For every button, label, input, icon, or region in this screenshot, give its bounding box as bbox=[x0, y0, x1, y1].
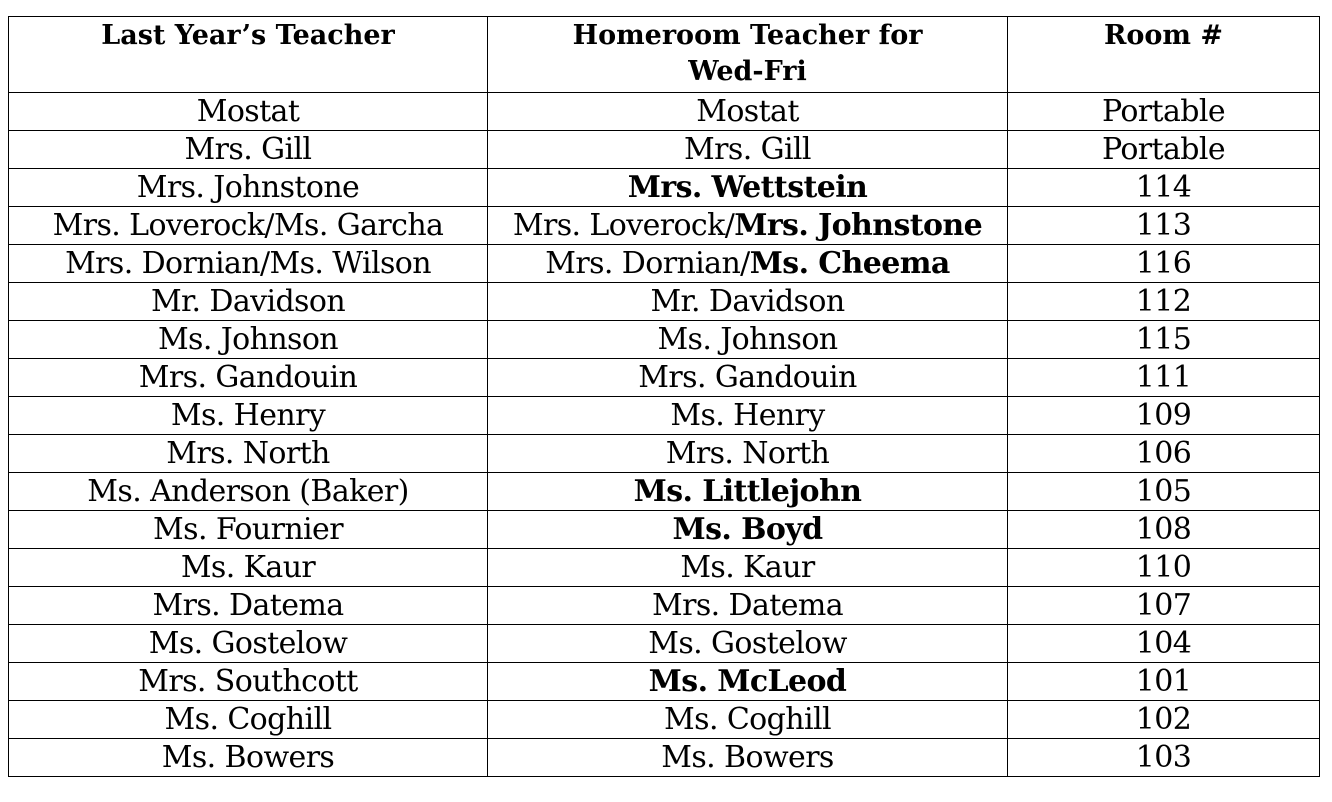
homeroom-teacher-cell bbox=[488, 473, 1008, 511]
table-row bbox=[9, 283, 1320, 321]
room-number-cell: 105 bbox=[1008, 473, 1320, 511]
last-year-teacher-cell: Mrs. Gill bbox=[9, 131, 488, 169]
homeroom-teacher-name: Ms. Kaur bbox=[680, 550, 815, 585]
homeroom-teacher-cell bbox=[488, 169, 1008, 207]
last-year-teacher-cell: Mrs. Datema bbox=[9, 587, 488, 625]
room-number-cell: Portable bbox=[1008, 93, 1320, 131]
homeroom-teacher-cell bbox=[488, 739, 1008, 777]
last-year-teacher-cell: Mrs. Loverock/Ms. Garcha bbox=[9, 207, 488, 245]
homeroom-teacher-cell bbox=[488, 131, 1008, 169]
homeroom-teacher-cell bbox=[488, 245, 1008, 283]
header-row bbox=[9, 17, 1320, 93]
table-row bbox=[9, 511, 1320, 549]
last-year-teacher-cell: Mrs. Southcott bbox=[9, 663, 488, 701]
table-row bbox=[9, 131, 1320, 169]
last-year-teacher-cell: Ms. Bowers bbox=[9, 739, 488, 777]
homeroom-teacher-changed: Ms. Littlejohn bbox=[633, 474, 862, 509]
last-year-teacher-cell: Mrs. North bbox=[9, 435, 488, 473]
homeroom-teacher-changed: Mrs. Wettstein bbox=[627, 170, 868, 205]
homeroom-teacher-cell bbox=[488, 511, 1008, 549]
table-row bbox=[9, 473, 1320, 511]
homeroom-teacher-cell bbox=[488, 701, 1008, 739]
table-row bbox=[9, 739, 1320, 777]
homeroom-teacher-cell bbox=[488, 397, 1008, 435]
table-row bbox=[9, 587, 1320, 625]
table-row bbox=[9, 435, 1320, 473]
homeroom-teacher-name: Mrs. Datema bbox=[651, 588, 843, 623]
last-year-teacher-cell: Ms. Coghill bbox=[9, 701, 488, 739]
homeroom-teacher-name: Mostat bbox=[696, 94, 799, 129]
homeroom-teacher-changed: Ms. Boyd bbox=[672, 512, 823, 547]
homeroom-teacher-cell bbox=[488, 321, 1008, 359]
table-row bbox=[9, 625, 1320, 663]
room-number-cell: 108 bbox=[1008, 511, 1320, 549]
homeroom-teacher-cell bbox=[488, 359, 1008, 397]
homeroom-teacher-cell bbox=[488, 587, 1008, 625]
last-year-teacher-cell: Ms. Anderson (Baker) bbox=[9, 473, 488, 511]
homeroom-teacher-name: Mrs. Loverock/ bbox=[512, 208, 735, 243]
homeroom-teacher-cell bbox=[488, 93, 1008, 131]
last-year-teacher-cell: Ms. Gostelow bbox=[9, 625, 488, 663]
table-row bbox=[9, 93, 1320, 131]
room-number-cell: 102 bbox=[1008, 701, 1320, 739]
room-number-cell: 112 bbox=[1008, 283, 1320, 321]
room-number-cell: 111 bbox=[1008, 359, 1320, 397]
table-row bbox=[9, 549, 1320, 587]
room-number-cell: 115 bbox=[1008, 321, 1320, 359]
room-number-cell: 107 bbox=[1008, 587, 1320, 625]
room-number-cell: 109 bbox=[1008, 397, 1320, 435]
header-room-number: Room # bbox=[1008, 17, 1320, 93]
homeroom-teacher-cell bbox=[488, 549, 1008, 587]
header-homeroom-teacher bbox=[488, 17, 1008, 93]
room-number-cell: 116 bbox=[1008, 245, 1320, 283]
homeroom-teacher-name: Ms. Bowers bbox=[661, 740, 834, 775]
last-year-teacher-cell: Mostat bbox=[9, 93, 488, 131]
table-row bbox=[9, 701, 1320, 739]
homeroom-teacher-name: Ms. Johnson bbox=[657, 322, 838, 357]
table-row bbox=[9, 397, 1320, 435]
last-year-teacher-cell: Mrs. Dornian/Ms. Wilson bbox=[9, 245, 488, 283]
last-year-teacher-cell: Ms. Fournier bbox=[9, 511, 488, 549]
last-year-teacher-cell: Ms. Henry bbox=[9, 397, 488, 435]
table-row bbox=[9, 207, 1320, 245]
table-body bbox=[9, 93, 1320, 777]
header-homeroom-text: Homeroom Teacher for Wed-Fri bbox=[572, 20, 923, 87]
homeroom-teacher-name: Mrs. North bbox=[665, 436, 830, 471]
homeroom-teacher-cell bbox=[488, 435, 1008, 473]
table-row bbox=[9, 245, 1320, 283]
last-year-teacher-cell: Ms. Kaur bbox=[9, 549, 488, 587]
room-number-cell: 106 bbox=[1008, 435, 1320, 473]
room-number-cell: 113 bbox=[1008, 207, 1320, 245]
homeroom-teacher-cell bbox=[488, 283, 1008, 321]
room-number-cell: 103 bbox=[1008, 739, 1320, 777]
homeroom-teacher-cell bbox=[488, 207, 1008, 245]
homeroom-table bbox=[8, 16, 1320, 777]
homeroom-teacher-cell bbox=[488, 625, 1008, 663]
room-number-cell: Portable bbox=[1008, 131, 1320, 169]
homeroom-teacher-changed: Ms. McLeod bbox=[648, 664, 847, 699]
homeroom-teacher-name: Ms. Coghill bbox=[664, 702, 831, 737]
homeroom-teacher-cell bbox=[488, 663, 1008, 701]
homeroom-teacher-name: Ms. Gostelow bbox=[648, 626, 847, 661]
homeroom-teacher-name: Ms. Henry bbox=[670, 398, 825, 433]
table-row bbox=[9, 169, 1320, 207]
homeroom-teacher-name: Mrs. Gandouin bbox=[638, 360, 857, 395]
homeroom-teacher-name: Mrs. Dornian/ bbox=[545, 246, 750, 281]
last-year-teacher-cell: Mrs. Johnstone bbox=[9, 169, 488, 207]
room-number-cell: 104 bbox=[1008, 625, 1320, 663]
room-number-cell: 110 bbox=[1008, 549, 1320, 587]
homeroom-teacher-changed: Mrs. Johnstone bbox=[734, 208, 983, 243]
table-row bbox=[9, 359, 1320, 397]
header-last-year-teacher: Last Year’s Teacher bbox=[9, 17, 488, 93]
room-number-cell: 114 bbox=[1008, 169, 1320, 207]
homeroom-teacher-name: Mr. Davidson bbox=[650, 284, 845, 319]
last-year-teacher-cell: Mr. Davidson bbox=[9, 283, 488, 321]
last-year-teacher-cell: Mrs. Gandouin bbox=[9, 359, 488, 397]
last-year-teacher-cell: Ms. Johnson bbox=[9, 321, 488, 359]
homeroom-teacher-changed: Ms. Cheema bbox=[749, 246, 950, 281]
table-row bbox=[9, 663, 1320, 701]
homeroom-teacher-name: Mrs. Gill bbox=[684, 132, 811, 167]
table-row bbox=[9, 321, 1320, 359]
room-number-cell: 101 bbox=[1008, 663, 1320, 701]
